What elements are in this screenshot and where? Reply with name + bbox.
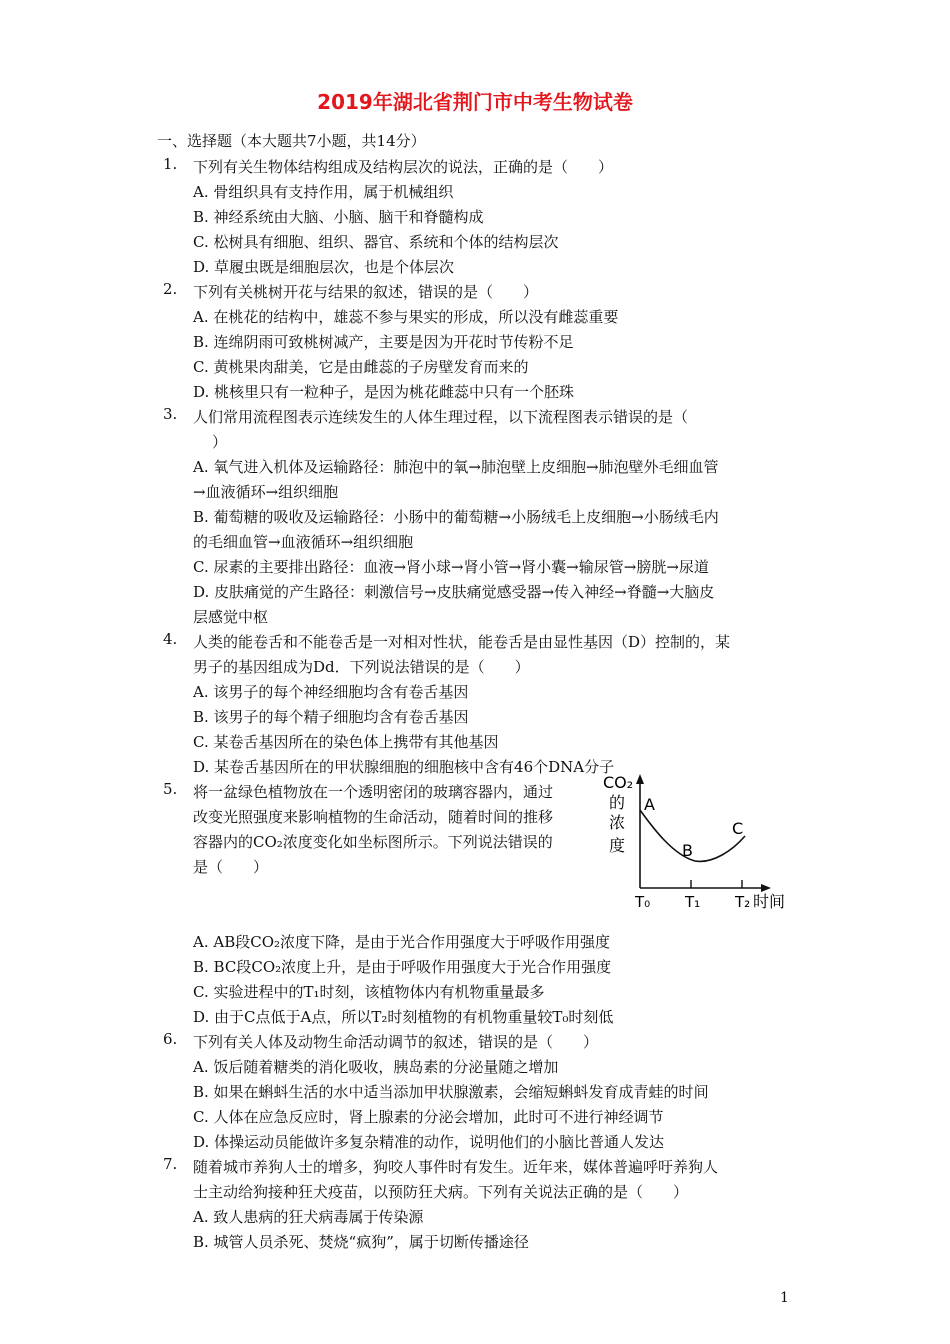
x-tick-t2: T₂ [735,893,751,911]
question-number: 4. [163,630,178,648]
question-stem: 下列有关人体及动物生命活动调节的叙述，错误的是（ ） [193,1033,599,1051]
answer-option: 的毛细血管→血液循环→组织细胞 [193,533,414,551]
y-label-nong: 浓 [609,813,626,832]
question-stem: 下列有关桃树开花与结果的叙述，错误的是（ ） [193,283,539,301]
answer-option: D. 某卷舌基因所在的甲状腺细胞的细胞核中含有46个DNA分子 [193,758,615,776]
y-axis-arrow [636,774,644,784]
x-axis-label: 时间 [753,892,786,911]
question-stem: 随着城市养狗人士的增多，狗咬人事件时有发生。近年来，媒体普遍呼吁养狗人 [193,1158,719,1176]
question-stem: ） [212,433,228,451]
question-stem: 士主动给狗接种狂犬疫苗，以预防狂犬病。下列有关说法正确的是（ ） [193,1183,689,1201]
answer-option: B. 城管人员杀死、焚烧“疯狗”，属于切断传播途径 [193,1233,529,1251]
x-tick-t1: T₁ [685,893,701,911]
question-stem: 男子的基因组成为Dd．下列说法错误的是（ ） [193,658,530,676]
point-a: A [644,795,655,814]
answer-option: C. 松树具有细胞、组织、器官、系统和个体的结构层次 [193,233,559,251]
point-c: C [732,819,744,838]
point-b: B [682,841,693,860]
answer-option: B. 如果在蝌蚪生活的水中适当添加甲状腺激素，会缩短蝌蚪发育成青蛙的时间 [193,1083,709,1101]
x-tick-t0: T₀ [635,893,651,911]
answer-option: →血液循环→组织细胞 [193,483,339,501]
question-number: 6. [163,1030,178,1048]
x-axis-arrow [761,884,771,892]
page-title: 2019年湖北省荆门市中考生物试卷 [317,90,633,114]
answer-option: C. 某卷舌基因所在的染色体上携带有其他基因 [193,733,499,751]
answer-option: B. 该男子的每个精子细胞均含有卷舌基因 [193,708,469,726]
answer-option: D. 体操运动员能做许多复杂精准的动作，说明他们的小脑比普通人发达 [193,1133,665,1151]
question-number: 7. [163,1155,178,1173]
answer-option: D. 皮肤痛觉的产生路径：刺激信号→皮肤痛觉感受器→传入神经→脊髓→大脑皮 [193,583,715,601]
answer-option: A. 该男子的每个神经细胞均含有卷舌基因 [193,683,469,701]
y-label-co2: CO₂ [603,773,634,792]
answer-option: 层感觉中枢 [193,608,269,626]
answer-option: A. 致人患病的狂犬病毒属于传染源 [193,1208,424,1226]
answer-option: B. 神经系统由大脑、小脑、脑干和脊髓构成 [193,208,484,226]
co2-concentration-chart [595,770,795,915]
question-stem: 人类的能卷舌和不能卷舌是一对相对性状，能卷舌是由显性基因（D）控制的，某 [193,633,731,651]
answer-option: A. 氧气进入机体及运输路径：肺泡中的氧→肺泡壁上皮细胞→肺泡壁外毛细血管 [193,458,719,476]
question-stem: 人们常用流程图表示连续发生的人体生理过程，以下流程图表示错误的是（ [193,408,689,426]
answer-option: A. 饭后随着糖类的消化吸收，胰岛素的分泌量随之增加 [193,1058,559,1076]
question-number: 1. [163,155,178,173]
answer-option: B. BC段CO₂浓度上升，是由于呼吸作用强度大于光合作用强度 [193,958,612,976]
question-stem: 下列有关生物体结构组成及结构层次的说法，正确的是（ ） [193,158,614,176]
answer-option: D. 草履虫既是细胞层次，也是个体层次 [193,258,455,276]
answer-option: A. AB段CO₂浓度下降，是由于光合作用强度大于呼吸作用强度 [193,933,611,951]
question-stem: 改变光照强度来影响植物的生命活动，随着时间的推移 [193,808,554,826]
answer-option: D. 由于C点低于A点，所以T₂时刻植物的有机物重量较T₀时刻低 [193,1008,614,1026]
answer-option: D. 桃核里只有一粒种子，是因为桃花雌蕊中只有一个胚珠 [193,383,575,401]
question-stem: 容器内的CO₂浓度变化如坐标图所示。下列说法错误的 [193,833,553,851]
answer-option: B. 连绵阴雨可致桃树减产，主要是因为开花时节传粉不足 [193,333,574,351]
question-stem: 将一盆绿色植物放在一个透明密闭的玻璃容器内，通过 [193,783,554,801]
answer-option: C. 实验进程中的T₁时刻，该植物体内有机物重量最多 [193,983,545,1001]
y-label-de: 的 [609,793,626,812]
answer-option: A. 在桃花的结构中，雄蕊不参与果实的形成，所以没有雌蕊重要 [193,308,619,326]
y-label-du: 度 [609,836,626,855]
section-heading: 一、选择题（本大题共7小题，共14分） [157,132,426,150]
question-stem: 是（ ） [193,858,269,876]
answer-option: C. 人体在应急反应时，肾上腺素的分泌会增加，此时可不进行神经调节 [193,1108,664,1126]
answer-option: C. 黄桃果肉甜美，它是由雌蕊的子房壁发育而来的 [193,358,529,376]
question-number: 3. [163,405,178,423]
answer-option: A. 骨组织具有支持作用，属于机械组织 [193,183,454,201]
question-number: 5. [163,780,178,798]
answer-option: B. 葡萄糖的吸收及运输路径：小肠中的葡萄糖→小肠绒毛上皮细胞→小肠绒毛内 [193,508,719,526]
answer-option: C. 尿素的主要排出路径：血液→肾小球→肾小管→肾小囊→输尿管→膀胱→尿道 [193,558,709,576]
page-number: 1 [780,1290,789,1306]
question-number: 2. [163,280,178,298]
